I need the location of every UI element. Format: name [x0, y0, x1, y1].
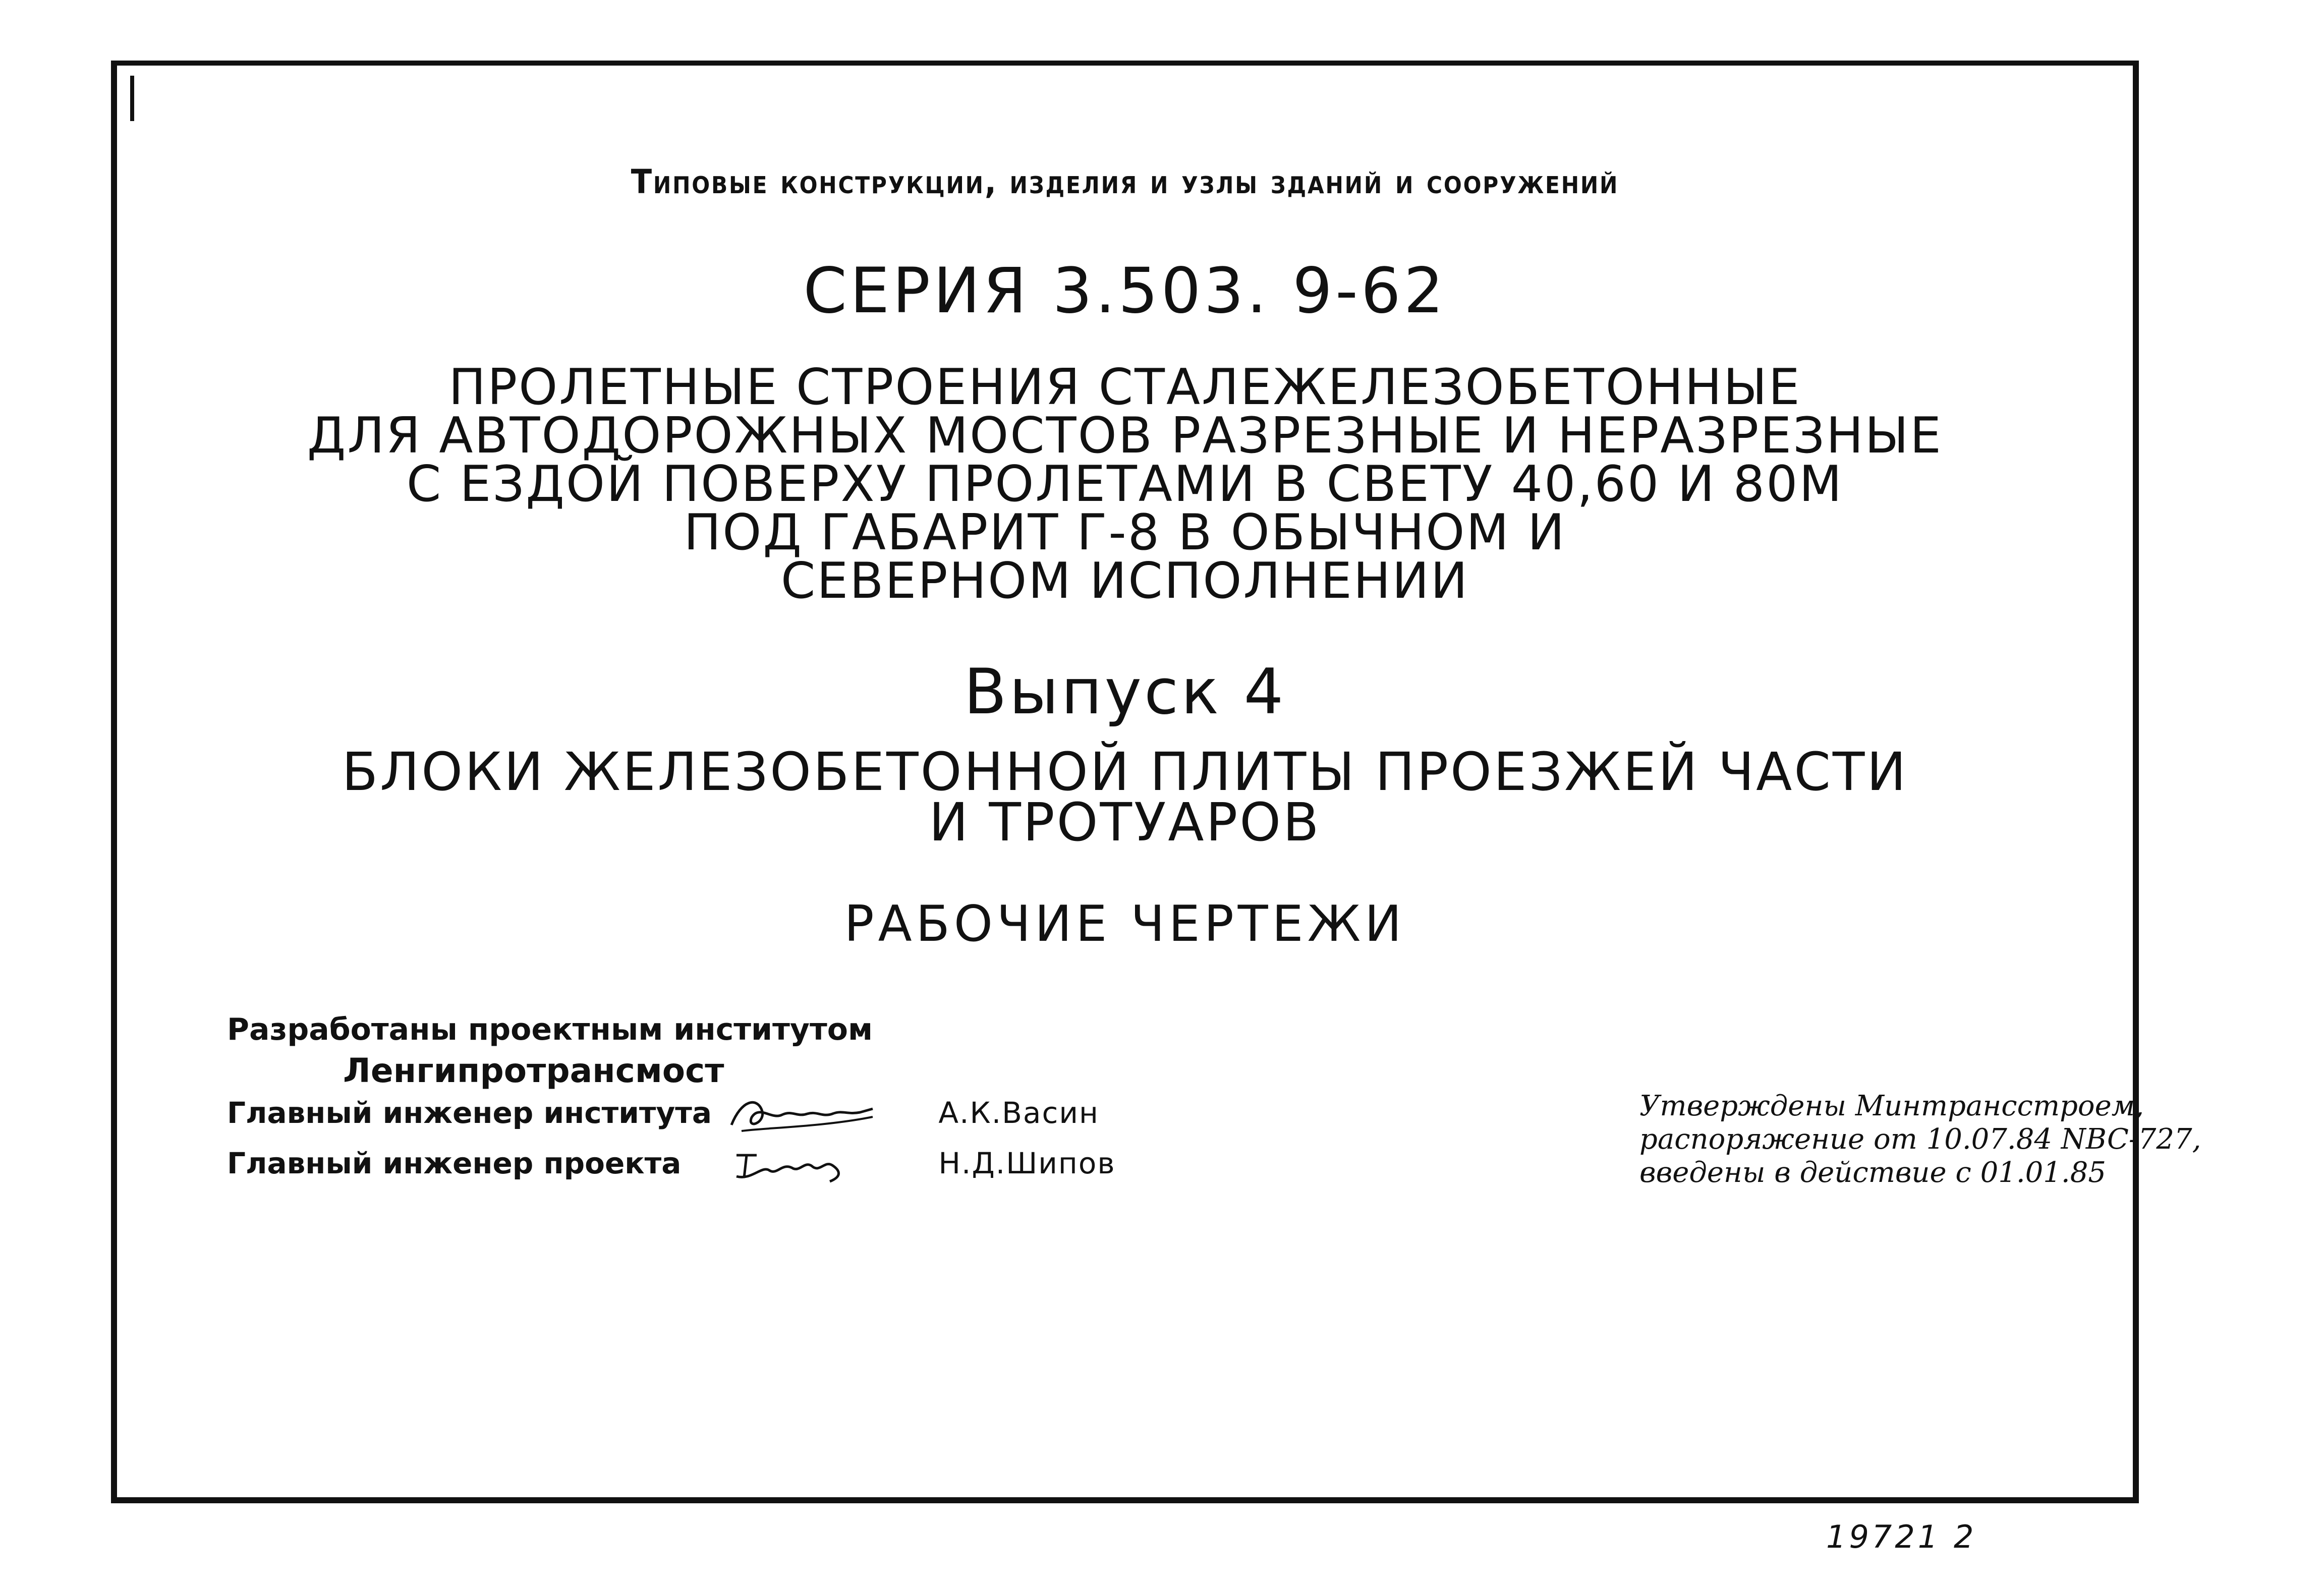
- series-number: СЕРИЯ 3.503. 9-62: [803, 255, 1447, 327]
- approval-line-2: распоряжение от 10.07.84 NBC-727,: [1639, 1123, 2201, 1156]
- signature-role: Главный инженер института: [227, 1096, 712, 1130]
- title-line-1: ПРОЛЕТНЫЕ СТРОЕНИЯ СТАЛЕЖЕЛЕЗОБЕТОННЫЕ: [448, 359, 1801, 416]
- document-title: [117, 359, 2133, 610]
- issue-subtitle: [117, 741, 2133, 853]
- approval-note: [1639, 1090, 2201, 1190]
- handwritten-signature-2: [721, 1145, 928, 1185]
- approval-line-1: Утверждены Минтрансстроем,: [1639, 1090, 2144, 1122]
- handwritten-signature-1: [721, 1095, 928, 1135]
- drawings-label: РАБОЧИЕ ЧЕРТЕЖИ: [844, 895, 1406, 953]
- signature-role: Главный инженер проекта: [227, 1146, 682, 1181]
- document-heading: Типовые конструкции, изделия и узлы зданий и сооружений: [631, 162, 1619, 201]
- signatory-name: Н.Д.Шипов: [938, 1146, 1116, 1181]
- developer-institute: Ленгипротрансмост: [343, 1051, 724, 1090]
- frame-tick-mark: [130, 76, 134, 121]
- title-line-4: ПОД ГАБАРИТ Г-8 В ОБЫЧНОМ И: [684, 504, 1566, 561]
- approval-line-3: введены в действие с 01.01.85: [1639, 1156, 2106, 1189]
- signature-row-project: [227, 1145, 1116, 1185]
- signatory-name: А.К.Васин: [938, 1096, 1099, 1130]
- archive-stamp-number: 19721 2: [1826, 1518, 1977, 1555]
- signature-row-institute: [227, 1095, 1099, 1135]
- subtitle-line-2: И ТРОТУАРОВ: [929, 791, 1321, 853]
- title-line-3: С ЕЗДОЙ ПОВЕРХУ ПРОЛЕТАМИ В СВЕТУ 40,60 И 80М: [406, 456, 1844, 513]
- developer-credits: [227, 1009, 873, 1092]
- title-line-2: ДЛЯ АВТОДОРОЖНЫХ МОСТОВ РАЗРЕЗНЫЕ И НЕРАЗРЕЗНЫЕ: [307, 407, 1943, 465]
- developer-line-1: Разработаны проектным институтом: [227, 1012, 873, 1047]
- subtitle-line-1: БЛОКИ ЖЕЛЕЗОБЕТОННОЙ ПЛИТЫ ПРОЕЗЖЕЙ ЧАСТИ: [342, 741, 1908, 803]
- title-line-5: СЕВЕРНОМ ИСПОЛНЕНИИ: [780, 552, 1469, 610]
- issue-number: Выпуск 4: [963, 656, 1286, 728]
